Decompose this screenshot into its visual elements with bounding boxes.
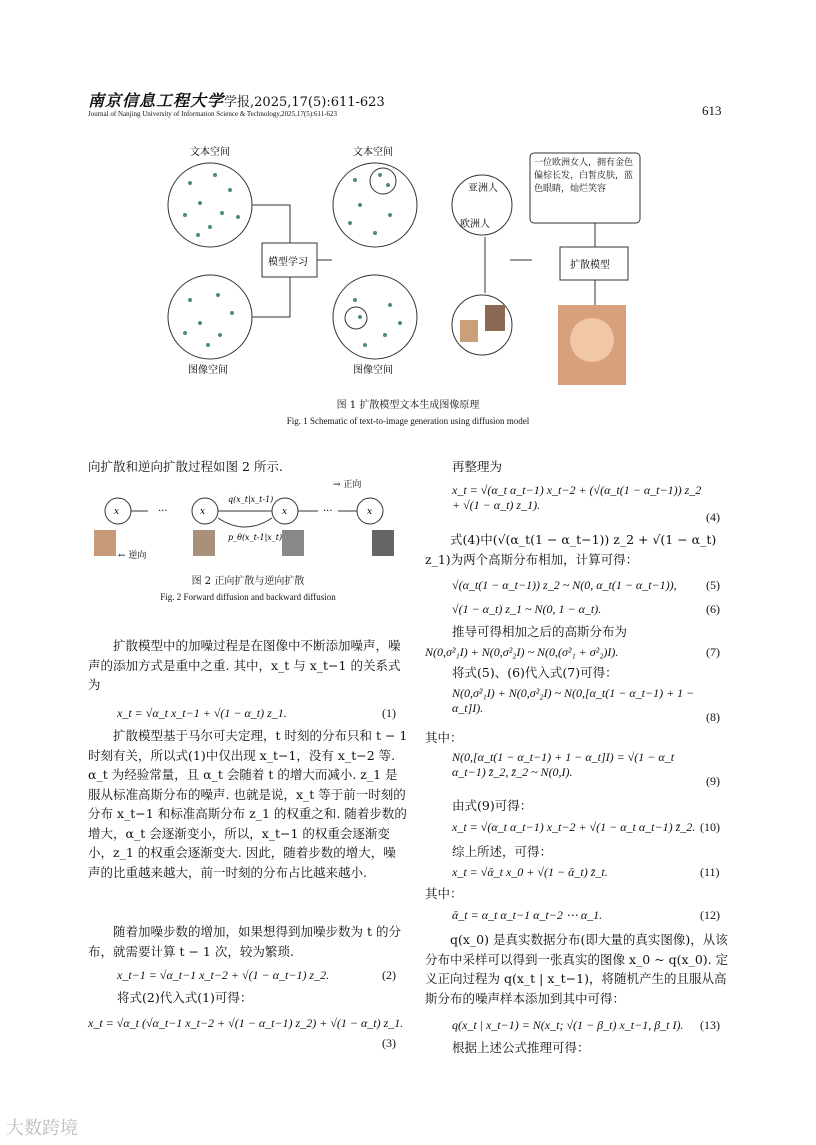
eq10-number: (10) (700, 820, 720, 834)
image-space-circle (168, 275, 252, 359)
text-space-label: 文本空间 (190, 147, 230, 158)
image-space-label: 图像空间 (188, 365, 228, 376)
model-learning-label: 模型学习 (268, 257, 308, 268)
eq7: N(0,σ²₁I) + N(0,σ²₂I) ~ N(0,(σ²₁ + σ²₂)I). (425, 645, 619, 659)
diffusion-model-label: 扩散模型 (570, 260, 610, 271)
eq3: x_t = √α_t (√α_t−1 x_t−2 + √(1 − α_t−1) z_2) + √(1 − α_t) z_1. (88, 1016, 404, 1030)
eq11: x_t = √ᾱ_t x_0 + √(1 − ᾱ_t) z̄_t. (452, 865, 608, 879)
q-label: q(x_t|x_t-1) (228, 495, 274, 504)
eq11-number: (11) (700, 865, 720, 879)
forward-label: → 正向 (333, 480, 362, 490)
left-p2: 扩散模型基于马尔可夫定理，t 时刻的分布只和 t − 1 时刻有关，所以式(1)中仅出现 x_t−1，没有 x_t−2 等. α_t 为经验常量，且 α_t 会随着 t 的增大而减小. z_1 是服从标准高斯分布的噪声. 也就是说，x_t 等于前一时刻的分布 x_t−1 和标准高斯分布 z_1 的权重之和. 随着步数的增大，α_t 会逐渐变小，所以，x_t−1 的权重会逐渐变小，z_1 的权重会逐渐变大. 因此，随着步数的增大，噪声的比重越来越大，前一时刻的分布占比越来越小. (88, 728, 408, 880)
eq12-number: (12) (700, 908, 720, 922)
image-x0 (94, 530, 116, 556)
node-xt: x (282, 507, 288, 517)
image-space-label-2: 图像空间 (353, 365, 393, 376)
right-p3: 将式(5)、(6)代入式(7)可得： (452, 665, 618, 680)
eq1-number: (1) (382, 706, 396, 720)
fig2-caption-cn: 图 2 正向扩散与逆向扩散 (191, 576, 305, 587)
asian-label: 亚洲人 (468, 183, 498, 194)
node-x0: x (114, 507, 120, 517)
eq13-number: (13) (700, 1018, 720, 1032)
eq3-number: (3) (382, 1036, 396, 1050)
eq4-number: (4) (706, 510, 720, 524)
left-p1: 扩散模型中的加噪过程是在图像中不断添加噪声，噪声的添加方式是重中之重. 其中，x_t 与 x_t−1 的关系式为 (88, 638, 401, 692)
right-p1: 式(4)中(√(α_t(1 − α_t−1)) z_2 + √(1 − α_t) z_1)为两个高斯分布相加，计算可得： (425, 532, 717, 567)
fig1-caption-en: Fig. 1 Schematic of text-to-image generation using diffusion model (286, 416, 530, 426)
eq12: ᾱ_t = α_t α_t−1 α_t−2 ⋯ α_1. (452, 908, 603, 922)
right-p8: q(x_0) 是真实数据分布(即大量的真实图像)，从该分布中采样可以得到一张真实的图像 x_0 ~ q(x_0). 定义正向过程为 q(x_t | x_t−1)，将随机产生的且服从高斯分布的噪声样本添加到其中可得： (425, 932, 729, 1006)
fig1-caption-cn: 图 1 扩散模型文本生成图像原理 (336, 400, 480, 411)
eq5-number: (5) (706, 578, 720, 592)
eq9-number: (9) (706, 774, 720, 788)
figure-1 (160, 145, 660, 390)
text-space-label-2: 文本空间 (353, 147, 393, 158)
eq7-number: (7) (706, 645, 720, 659)
right-p9: 根据上述公式推理可得： (452, 1040, 590, 1055)
text-space-circle (168, 163, 252, 247)
right-p6: 综上所述，可得： (452, 844, 553, 859)
p-label: p_θ(x_t-1|x_t) (228, 533, 283, 542)
figure-2 (88, 478, 408, 563)
journal-name-cn: 南京信息工程大学 (88, 91, 225, 110)
right-p5: 由式(9)可得： (452, 798, 533, 813)
eq10: x_t = √(α_t α_t−1) x_t−2 + √(1 − α_t α_t−1) z̄_2. (452, 820, 696, 834)
eq4: x_t = √(α_t α_t−1) x_t−2 + (√(α_t(1 − α_t−1)) z_2 + √(1 − α_t) z_1). (452, 483, 702, 512)
page-number: 613 (702, 103, 722, 118)
image-xT (372, 530, 394, 556)
eq13: q(x_t | x_t−1) = N(x_t; √(1 − β_t) x_t−1, β_t I). (452, 1018, 684, 1032)
journal-header (88, 88, 385, 111)
right-p0: 再整理为 (452, 459, 503, 474)
journal-header-en: Journal of Nanjing University of Information Science & Technology,2025,17(5):611-623 (88, 110, 338, 118)
node-xt1: x (200, 507, 206, 517)
left-p0: 向扩散和逆向扩散过程如图 2 所示. (88, 459, 283, 474)
prompt-text: 一位欧洲女人，拥有金色偏棕长发，白皙皮肤，蓝色眼睛，灿烂笑容 (534, 158, 634, 194)
european-label: 欧洲人 (460, 219, 490, 230)
left-p4: 将式(2)代入式(1)可得： (117, 990, 253, 1005)
svg-text:···: ··· (323, 506, 333, 517)
right-p4: 其中： (425, 730, 463, 745)
eq5: √(α_t(1 − α_t−1)) z_2 ~ N(0, α_t(1 − α_t−1)), (452, 578, 677, 592)
right-p2: 推导可得相加之后的高斯分布为 (452, 624, 628, 639)
fig2-caption-en: Fig. 2 Forward diffusion and backward diffusion (160, 592, 336, 602)
eq1: x_t = √α_t x_t−1 + √(1 − α_t) z_1. (117, 706, 287, 720)
eq6: √(1 − α_t) z_1 ~ N(0, 1 − α_t). (452, 602, 602, 616)
eq8-number: (8) (706, 710, 720, 724)
eq6-number: (6) (706, 602, 720, 616)
node-xT: x (367, 507, 373, 517)
backward-label: ← 逆向 (118, 551, 147, 561)
eq2-number: (2) (382, 968, 396, 982)
image-xt (282, 530, 304, 556)
right-p7: 其中： (425, 886, 463, 901)
svg-text:···: ··· (158, 506, 168, 517)
journal-volume: 学报,2025,17(5):611-623 (224, 95, 385, 110)
eq2: x_t−1 = √α_t−1 x_t−2 + √(1 − α_t−1) z_2. (117, 968, 330, 982)
image-xt1 (193, 530, 215, 556)
eq9: N(0,[α_t(1 − α_t−1) + 1 − α_t]I) = √(1 − α_t α_t−1) z̄_2, z̄_2 ~ N(0,I). (452, 750, 675, 779)
eq8: N(0,σ²₁I) + N(0,σ²₂I) ~ N(0,[α_t(1 − α_t−1) + 1 − α_t]I). (452, 686, 695, 715)
left-p3: 随着加噪步数的增加，如果想得到加噪步数为 t 的分布，就需要计算 t − 1 次，较为繁琐. (88, 924, 401, 959)
watermark: 大数跨境 (6, 1118, 78, 1139)
